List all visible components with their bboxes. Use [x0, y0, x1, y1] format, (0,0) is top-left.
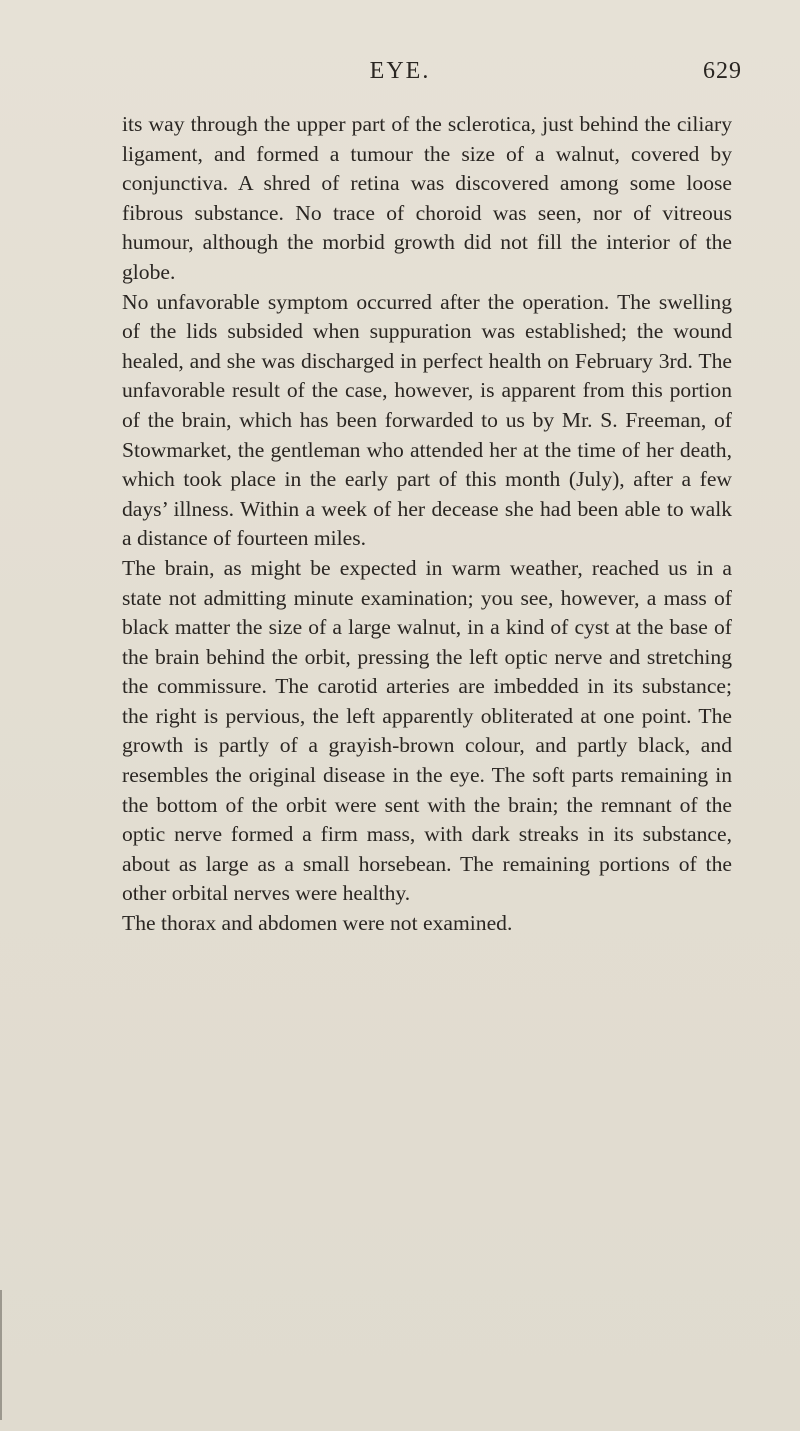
- paragraph-2: No unfavorable symptom occurred after the operation. The swelling of the lids subsided when suppuration was established; the wound healed, and she was discharged in perfect health on February 3rd. The unfavorable result of the case, however, is apparent from this portion of the brain, which has been forwarded to us by Mr. S. Freeman, of Stowmarket, the gentleman who attended her at the time of her death, which took place in the early part of this month (July), after a few days’ illness. Within a week of her decease she had been able to walk a distance of fourteen miles.: [122, 289, 732, 551]
- running-head: [0, 58, 800, 98]
- page-number: 629: [703, 58, 742, 84]
- running-title: EYE.: [369, 58, 431, 84]
- page-edge-mark: [0, 1290, 2, 1420]
- paragraph-3: The brain, as might be expected in warm weather, reached us in a state not admitting minute examination; you see, however, a mass of black matter the size of a large walnut, in a kind of cyst at the base of the brain behind the orbit, pressing the left optic nerve and stretching the commissure. The carotid arteries are imbedded in its substance; the right is pervious, the left apparently obliterated at one point. The growth is partly of a grayish-brown colour, and partly black, and resembles the original disease in the eye. The soft parts remaining in the bottom of the orbit were sent with the brain; the remnant of the optic nerve formed a firm mass, with dark streaks in its substance, about as large as a small horsebean. The remaining portions of the other orbital nerves were healthy.: [122, 555, 732, 906]
- paragraph-1: its way through the upper part of the sclerotica, just behind the ciliary ligament, and formed a tumour the size of a walnut, covered by conjunctiva. A shred of retina was discovered among some loose fibrous substance. No trace of choroid was seen, nor of vitreous humour, although the morbid growth did not fill the interior of the globe.: [122, 112, 732, 284]
- body-text: [122, 110, 732, 939]
- paragraph-4: The thorax and abdomen were not examined.: [122, 911, 513, 936]
